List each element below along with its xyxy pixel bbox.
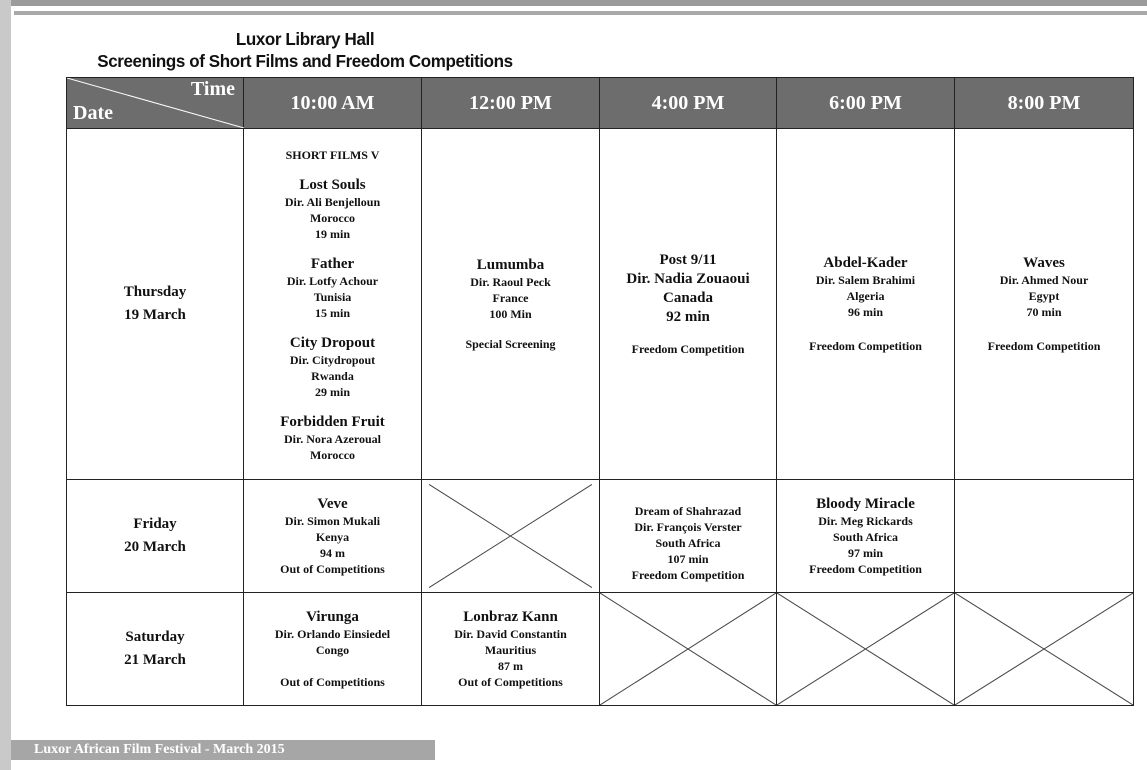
film-director: Dir. Ahmed Nour: [999, 272, 1089, 287]
no-screening-sat-1800: [777, 593, 955, 706]
corner-time-label: Time: [190, 78, 235, 100]
film-director: Dir. Ali Benjelloun: [284, 195, 381, 209]
no-screening-sat-2000: [955, 593, 1134, 706]
program-label: SHORT FILMS V: [285, 148, 380, 162]
day-cell-thursday: [67, 129, 244, 480]
film-duration: 97 min: [847, 545, 883, 560]
film-country: Mauritius: [484, 643, 537, 657]
film-title: Abdel-Kader: [823, 254, 908, 271]
day-name: Friday: [133, 516, 177, 532]
film-country: Morocco: [309, 448, 356, 462]
film-duration: 87 m: [498, 659, 523, 673]
film-country: Egypt: [1028, 288, 1060, 303]
film-title: Father: [310, 256, 355, 272]
corner-cell: [67, 78, 244, 129]
film-title: Forbidden Fruit: [280, 414, 385, 430]
cross-out-mark: [777, 593, 954, 705]
film-country: South Africa: [832, 529, 898, 544]
film-country: France: [492, 290, 529, 305]
page-left-edge: [0, 0, 11, 770]
screening-thu-1000: [244, 129, 422, 480]
film-director: Dir. Raoul Peck: [470, 274, 551, 289]
film-duration: 29 min: [314, 385, 350, 399]
film-country: Congo: [315, 643, 350, 657]
film-director: Dir. Lotfy Achour: [286, 274, 379, 288]
film-title: Bloody Miracle: [816, 495, 915, 512]
film-duration: 92 min: [666, 309, 710, 325]
film-director: Dir. Meg Rickards: [818, 513, 913, 528]
film-title: Waves: [1023, 254, 1065, 271]
film-country: Algeria: [846, 288, 885, 303]
row-thursday: [67, 129, 1134, 480]
page-subtitle: Screenings of Short Films and Freedom Competitions: [97, 51, 513, 72]
time-header-2000: 8:00 PM: [955, 78, 1134, 129]
film-country: South Africa: [655, 536, 721, 550]
film-duration: 96 min: [847, 304, 883, 319]
film-title: Post 9/11: [659, 252, 717, 268]
screening-sat-1000: [244, 593, 422, 706]
film-duration: 100 Min: [489, 306, 532, 321]
film-director: Dir. Orlando Einsiedel: [274, 627, 391, 641]
row-friday: [67, 480, 1134, 593]
day-name: Saturday: [125, 629, 185, 645]
film-country: Kenya: [315, 529, 350, 544]
film-director: Dir. Salem Brahimi: [815, 272, 916, 287]
film-title: Dream of Shahrazad: [634, 504, 742, 518]
venue-title: Luxor Library Hall: [235, 29, 375, 50]
film-title: Lost Souls: [299, 177, 366, 193]
film-director: Dir. Nadia Zouaoui: [626, 271, 750, 287]
film-duration: 94 m: [320, 545, 345, 560]
competition-label: Freedom Competition: [809, 338, 922, 353]
footer-banner: Luxor African Film Festival - March 2015: [11, 740, 435, 760]
screening-thu-1800: [777, 129, 955, 480]
competition-label: Out of Competitions: [280, 561, 385, 576]
film-director: Dir. David Constantin: [454, 627, 567, 641]
cross-out-mark: [955, 593, 1133, 705]
time-header-1200: 12:00 PM: [422, 78, 600, 129]
competition-label: Out of Competitions: [280, 675, 385, 689]
film-country: Morocco: [309, 211, 356, 225]
header-row: [67, 78, 1134, 129]
film-title: Virunga: [306, 609, 359, 625]
competition-label: Freedom Competition: [631, 568, 745, 582]
film-title: Lumumba: [476, 256, 545, 273]
competition-label: Freedom Competition: [809, 561, 922, 576]
film-duration: 107 min: [667, 552, 709, 566]
day-date: 20 March: [124, 539, 186, 555]
film-country: Rwanda: [311, 369, 354, 383]
top-rule: [0, 0, 1147, 6]
screening-sat-1200: [422, 593, 600, 706]
film-director: Dir. François Verster: [634, 520, 742, 534]
film-director: Dir. Nora Azeroual: [284, 432, 381, 446]
film-duration: 70 min: [1026, 304, 1062, 319]
corner-date-label: Date: [73, 102, 113, 124]
film-director: Dir. Citydropout: [289, 353, 376, 367]
screening-fri-1800: [777, 480, 955, 593]
top-rule-secondary: [14, 11, 1147, 15]
cross-out-mark: [600, 593, 776, 705]
no-screening-fri-1200: [422, 480, 600, 593]
film-country: Canada: [662, 290, 714, 306]
day-cell-friday: [67, 480, 244, 593]
row-saturday: [67, 593, 1134, 706]
film-country: Tunisia: [313, 290, 352, 304]
screening-fri-1000: [244, 480, 422, 593]
film-title: City Dropout: [289, 335, 376, 351]
film-duration: 15 min: [314, 306, 350, 320]
film-duration: 19 min: [314, 227, 350, 241]
time-header-1600: 4:00 PM: [600, 78, 777, 129]
empty-fri-2000: [955, 480, 1134, 593]
day-name: Thursday: [123, 284, 187, 300]
no-screening-sat-1600: [600, 593, 777, 706]
film-director: Dir. Simon Mukali: [284, 513, 381, 528]
competition-label: Freedom Competition: [631, 342, 745, 356]
screening-thu-2000: [955, 129, 1134, 480]
screening-thu-1200: [422, 129, 600, 480]
film-title: Lonbraz Kann: [463, 609, 558, 625]
day-date: 21 March: [124, 652, 186, 668]
time-header-1000: 10:00 AM: [244, 78, 422, 129]
day-date: 19 March: [124, 307, 186, 323]
day-cell-saturday: [67, 593, 244, 706]
competition-label: Special Screening: [465, 336, 556, 351]
film-title: Veve: [317, 495, 348, 512]
time-header-1800: 6:00 PM: [777, 78, 955, 129]
competition-label: Out of Competitions: [458, 675, 563, 689]
competition-label: Freedom Competition: [987, 338, 1101, 353]
cross-out-mark: [422, 480, 599, 592]
screening-fri-1600: [600, 480, 777, 593]
screening-thu-1600: [600, 129, 777, 480]
schedule-table: [66, 77, 1134, 706]
